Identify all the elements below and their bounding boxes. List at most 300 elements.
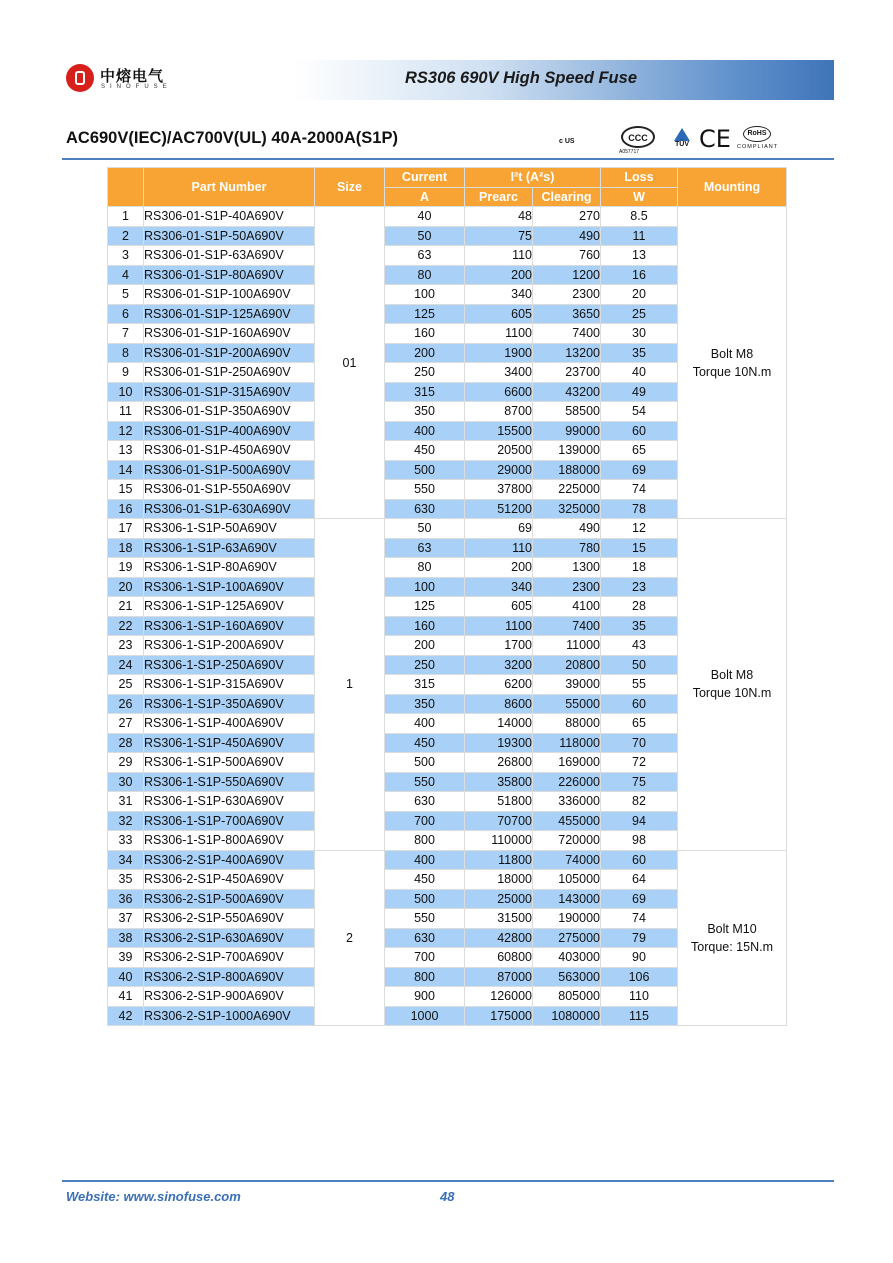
part-number-cell: RS306-2-S1P-500A690V [144, 889, 315, 909]
page-number: 48 [440, 1189, 455, 1204]
current-cell: 50 [385, 226, 465, 246]
ccc-icon: CCC [621, 126, 655, 148]
prearc-cell: 3400 [465, 363, 533, 383]
part-number-cell: RS306-01-S1P-630A690V [144, 499, 315, 519]
row-number: 23 [108, 636, 144, 656]
clearing-cell: 139000 [533, 441, 601, 461]
loss-cell: 40 [601, 363, 678, 383]
prearc-cell: 110 [465, 538, 533, 558]
loss-cell: 60 [601, 421, 678, 441]
bottom-divider [62, 1180, 834, 1182]
mounting-bolt: Bolt M8 [710, 346, 754, 361]
logo-mark-icon [66, 64, 94, 92]
logo-english-name: SINOFUSE [101, 84, 172, 90]
prearc-cell: 75 [465, 226, 533, 246]
part-number-cell: RS306-2-S1P-1000A690V [144, 1006, 315, 1026]
current-cell: 350 [385, 402, 465, 422]
current-cell: 500 [385, 889, 465, 909]
prearc-cell: 8700 [465, 402, 533, 422]
current-cell: 630 [385, 499, 465, 519]
rohs-icon: RoHS [743, 126, 771, 142]
current-cell: 315 [385, 382, 465, 402]
prearc-cell: 20500 [465, 441, 533, 461]
table-row [108, 519, 787, 539]
part-number-cell: RS306-01-S1P-100A690V [144, 285, 315, 305]
loss-cell: 70 [601, 733, 678, 753]
prearc-cell: 37800 [465, 480, 533, 500]
current-cell: 200 [385, 636, 465, 656]
loss-cell: 28 [601, 597, 678, 617]
current-cell: 900 [385, 987, 465, 1007]
part-number-cell: RS306-01-S1P-400A690V [144, 421, 315, 441]
mounting-torque: Torque 10N.m [692, 686, 772, 701]
clearing-cell: 225000 [533, 480, 601, 500]
prearc-cell: 6200 [465, 675, 533, 695]
prearc-cell: 51800 [465, 792, 533, 812]
logo-chinese-name: 中熔电气 [100, 67, 165, 85]
row-number: 18 [108, 538, 144, 558]
clearing-cell: 4100 [533, 597, 601, 617]
loss-cell: 65 [601, 441, 678, 461]
row-number: 11 [108, 402, 144, 422]
current-cell: 250 [385, 363, 465, 383]
prearc-cell: 70700 [465, 811, 533, 831]
current-cell: 315 [385, 675, 465, 695]
header-no [108, 168, 144, 207]
row-number: 16 [108, 499, 144, 519]
footer-website: Website: www.sinofuse.com [66, 1189, 241, 1204]
current-cell: 63 [385, 246, 465, 266]
prearc-cell: 110000 [465, 831, 533, 851]
loss-cell: 60 [601, 694, 678, 714]
loss-cell: 60 [601, 850, 678, 870]
clearing-cell: 325000 [533, 499, 601, 519]
row-number: 27 [108, 714, 144, 734]
clearing-cell: 23700 [533, 363, 601, 383]
loss-cell: 72 [601, 753, 678, 773]
part-number-cell: RS306-1-S1P-700A690V [144, 811, 315, 831]
clearing-cell: 43200 [533, 382, 601, 402]
prearc-cell: 51200 [465, 499, 533, 519]
loss-cell: 106 [601, 967, 678, 987]
loss-cell: 11 [601, 226, 678, 246]
loss-cell: 35 [601, 616, 678, 636]
current-cell: 630 [385, 792, 465, 812]
row-number: 24 [108, 655, 144, 675]
row-number: 12 [108, 421, 144, 441]
row-number: 34 [108, 850, 144, 870]
company-logo [66, 64, 186, 94]
row-number: 42 [108, 1006, 144, 1026]
header-size: Size [315, 168, 385, 207]
current-cell: 400 [385, 421, 465, 441]
current-cell: 700 [385, 811, 465, 831]
part-number-cell: RS306-1-S1P-80A690V [144, 558, 315, 578]
clearing-cell: 805000 [533, 987, 601, 1007]
ce-icon: CE [699, 125, 731, 153]
part-number-cell: RS306-1-S1P-50A690V [144, 519, 315, 539]
prearc-cell: 126000 [465, 987, 533, 1007]
part-number-cell: RS306-01-S1P-160A690V [144, 324, 315, 344]
row-number: 33 [108, 831, 144, 851]
prearc-cell: 14000 [465, 714, 533, 734]
row-number: 37 [108, 909, 144, 929]
clearing-cell: 7400 [533, 324, 601, 344]
clearing-cell: 1300 [533, 558, 601, 578]
prearc-cell: 48 [465, 207, 533, 227]
ul-listed-icon [559, 128, 575, 148]
part-number-cell: RS306-2-S1P-800A690V [144, 967, 315, 987]
header-current-unit: A [385, 187, 465, 207]
row-number: 38 [108, 928, 144, 948]
loss-cell: 110 [601, 987, 678, 1007]
row-number: 3 [108, 246, 144, 266]
row-number: 41 [108, 987, 144, 1007]
top-divider [62, 158, 834, 160]
loss-cell: 8.5 [601, 207, 678, 227]
row-number: 4 [108, 265, 144, 285]
row-number: 6 [108, 304, 144, 324]
row-number: 7 [108, 324, 144, 344]
clearing-cell: 20800 [533, 655, 601, 675]
mounting-cell [678, 207, 787, 519]
clearing-cell: 118000 [533, 733, 601, 753]
loss-cell: 15 [601, 538, 678, 558]
loss-cell: 65 [601, 714, 678, 734]
loss-cell: 90 [601, 948, 678, 968]
clearing-cell: 270 [533, 207, 601, 227]
prearc-cell: 3200 [465, 655, 533, 675]
mounting-torque: Torque: 15N.m [691, 939, 773, 954]
row-number: 15 [108, 480, 144, 500]
current-cell: 125 [385, 597, 465, 617]
fuse-table-body [108, 207, 787, 1026]
part-number-cell: RS306-01-S1P-250A690V [144, 363, 315, 383]
part-number-cell: RS306-1-S1P-630A690V [144, 792, 315, 812]
clearing-cell: 3650 [533, 304, 601, 324]
part-number-cell: RS306-1-S1P-400A690V [144, 714, 315, 734]
loss-cell: 16 [601, 265, 678, 285]
size-cell: 01 [315, 207, 385, 519]
tuv-icon [671, 128, 693, 154]
fuse-spec-table [107, 167, 787, 1026]
loss-cell: 18 [601, 558, 678, 578]
clearing-cell: 39000 [533, 675, 601, 695]
ul-mark-text: c US [559, 138, 575, 145]
row-number: 28 [108, 733, 144, 753]
part-number-cell: RS306-01-S1P-200A690V [144, 343, 315, 363]
prearc-cell: 175000 [465, 1006, 533, 1026]
size-cell: 1 [315, 519, 385, 851]
current-cell: 350 [385, 694, 465, 714]
tuv-label: TÜV [675, 141, 689, 148]
prearc-cell: 11800 [465, 850, 533, 870]
prearc-cell: 605 [465, 597, 533, 617]
header-mounting: Mounting [678, 168, 787, 207]
current-cell: 450 [385, 733, 465, 753]
loss-cell: 115 [601, 1006, 678, 1026]
prearc-cell: 110 [465, 246, 533, 266]
prearc-cell: 200 [465, 265, 533, 285]
prearc-cell: 19300 [465, 733, 533, 753]
part-number-cell: RS306-1-S1P-100A690V [144, 577, 315, 597]
loss-cell: 55 [601, 675, 678, 695]
row-number: 32 [108, 811, 144, 831]
part-number-cell: RS306-1-S1P-200A690V [144, 636, 315, 656]
clearing-cell: 190000 [533, 909, 601, 929]
clearing-cell: 490 [533, 226, 601, 246]
part-number-cell: RS306-1-S1P-450A690V [144, 733, 315, 753]
loss-cell: 12 [601, 519, 678, 539]
clearing-cell: 760 [533, 246, 601, 266]
clearing-cell: 74000 [533, 850, 601, 870]
clearing-cell: 780 [533, 538, 601, 558]
loss-cell: 30 [601, 324, 678, 344]
part-number-cell: RS306-01-S1P-350A690V [144, 402, 315, 422]
clearing-cell: 88000 [533, 714, 601, 734]
prearc-cell: 1700 [465, 636, 533, 656]
current-cell: 500 [385, 753, 465, 773]
part-number-cell: RS306-1-S1P-800A690V [144, 831, 315, 851]
loss-cell: 50 [601, 655, 678, 675]
table-row [108, 207, 787, 227]
current-cell: 125 [385, 304, 465, 324]
mounting-cell [678, 519, 787, 851]
ccc-code: A057717 [619, 149, 640, 155]
clearing-cell: 11000 [533, 636, 601, 656]
clearing-cell: 563000 [533, 967, 601, 987]
part-number-cell: RS306-2-S1P-630A690V [144, 928, 315, 948]
current-cell: 80 [385, 558, 465, 578]
part-number-cell: RS306-1-S1P-550A690V [144, 772, 315, 792]
loss-cell: 79 [601, 928, 678, 948]
prearc-cell: 1100 [465, 324, 533, 344]
current-cell: 200 [385, 343, 465, 363]
row-number: 20 [108, 577, 144, 597]
part-number-cell: RS306-01-S1P-125A690V [144, 304, 315, 324]
clearing-cell: 1080000 [533, 1006, 601, 1026]
row-number: 8 [108, 343, 144, 363]
row-number: 40 [108, 967, 144, 987]
mounting-bolt: Bolt M10 [707, 921, 757, 936]
part-number-cell: RS306-1-S1P-250A690V [144, 655, 315, 675]
prearc-cell: 29000 [465, 460, 533, 480]
current-cell: 1000 [385, 1006, 465, 1026]
prearc-cell: 6600 [465, 382, 533, 402]
row-number: 2 [108, 226, 144, 246]
current-cell: 450 [385, 870, 465, 890]
part-number-cell: RS306-01-S1P-40A690V [144, 207, 315, 227]
current-cell: 630 [385, 928, 465, 948]
loss-cell: 74 [601, 909, 678, 929]
loss-cell: 69 [601, 460, 678, 480]
part-number-cell: RS306-2-S1P-900A690V [144, 987, 315, 1007]
row-number: 10 [108, 382, 144, 402]
prearc-cell: 340 [465, 285, 533, 305]
row-number: 30 [108, 772, 144, 792]
clearing-cell: 169000 [533, 753, 601, 773]
clearing-cell: 226000 [533, 772, 601, 792]
clearing-cell: 7400 [533, 616, 601, 636]
part-number-cell: RS306-01-S1P-500A690V [144, 460, 315, 480]
current-cell: 800 [385, 831, 465, 851]
row-number: 26 [108, 694, 144, 714]
clearing-cell: 490 [533, 519, 601, 539]
part-number-cell: RS306-1-S1P-500A690V [144, 753, 315, 773]
header-i2t: I²t (A²s) [465, 168, 601, 188]
prearc-cell: 18000 [465, 870, 533, 890]
row-number: 31 [108, 792, 144, 812]
header-prearc: Prearc [465, 187, 533, 207]
prearc-cell: 31500 [465, 909, 533, 929]
prearc-cell: 340 [465, 577, 533, 597]
part-number-cell: RS306-01-S1P-450A690V [144, 441, 315, 461]
current-cell: 500 [385, 460, 465, 480]
current-cell: 400 [385, 850, 465, 870]
current-cell: 100 [385, 577, 465, 597]
table-row [108, 850, 787, 870]
clearing-cell: 143000 [533, 889, 601, 909]
row-number: 13 [108, 441, 144, 461]
loss-cell: 74 [601, 480, 678, 500]
row-number: 14 [108, 460, 144, 480]
row-number: 25 [108, 675, 144, 695]
loss-cell: 94 [601, 811, 678, 831]
clearing-cell: 455000 [533, 811, 601, 831]
clearing-cell: 13200 [533, 343, 601, 363]
loss-cell: 43 [601, 636, 678, 656]
loss-cell: 82 [601, 792, 678, 812]
header-part-number: Part Number [144, 168, 315, 207]
row-number: 19 [108, 558, 144, 578]
prearc-cell: 15500 [465, 421, 533, 441]
current-cell: 100 [385, 285, 465, 305]
current-cell: 40 [385, 207, 465, 227]
rohs-compliant-label: COMPLIANT [737, 144, 779, 150]
clearing-cell: 2300 [533, 285, 601, 305]
loss-cell: 13 [601, 246, 678, 266]
row-number: 39 [108, 948, 144, 968]
part-number-cell: RS306-1-S1P-63A690V [144, 538, 315, 558]
prearc-cell: 42800 [465, 928, 533, 948]
prearc-cell: 60800 [465, 948, 533, 968]
clearing-cell: 275000 [533, 928, 601, 948]
loss-cell: 54 [601, 402, 678, 422]
loss-cell: 35 [601, 343, 678, 363]
current-cell: 50 [385, 519, 465, 539]
document-title: RS306 690V High Speed Fuse [404, 69, 637, 87]
loss-cell: 75 [601, 772, 678, 792]
prearc-cell: 26800 [465, 753, 533, 773]
part-number-cell: RS306-01-S1P-80A690V [144, 265, 315, 285]
loss-cell: 78 [601, 499, 678, 519]
clearing-cell: 105000 [533, 870, 601, 890]
loss-cell: 20 [601, 285, 678, 305]
current-cell: 250 [385, 655, 465, 675]
clearing-cell: 403000 [533, 948, 601, 968]
header-loss: Loss [601, 168, 678, 188]
part-number-cell: RS306-2-S1P-550A690V [144, 909, 315, 929]
part-number-cell: RS306-2-S1P-450A690V [144, 870, 315, 890]
current-cell: 160 [385, 324, 465, 344]
loss-cell: 49 [601, 382, 678, 402]
prearc-cell: 8600 [465, 694, 533, 714]
loss-cell: 64 [601, 870, 678, 890]
part-number-cell: RS306-1-S1P-160A690V [144, 616, 315, 636]
part-number-cell: RS306-01-S1P-315A690V [144, 382, 315, 402]
current-cell: 550 [385, 909, 465, 929]
row-number: 36 [108, 889, 144, 909]
current-cell: 80 [385, 265, 465, 285]
size-cell: 2 [315, 850, 385, 1026]
mounting-bolt: Bolt M8 [710, 668, 754, 683]
clearing-cell: 2300 [533, 577, 601, 597]
row-number: 29 [108, 753, 144, 773]
part-number-cell: RS306-1-S1P-125A690V [144, 597, 315, 617]
current-cell: 550 [385, 772, 465, 792]
part-number-cell: RS306-1-S1P-350A690V [144, 694, 315, 714]
current-cell: 160 [385, 616, 465, 636]
prearc-cell: 87000 [465, 967, 533, 987]
clearing-cell: 58500 [533, 402, 601, 422]
row-number: 5 [108, 285, 144, 305]
prearc-cell: 25000 [465, 889, 533, 909]
prearc-cell: 1100 [465, 616, 533, 636]
current-cell: 63 [385, 538, 465, 558]
part-number-cell: RS306-01-S1P-50A690V [144, 226, 315, 246]
loss-cell: 69 [601, 889, 678, 909]
clearing-cell: 99000 [533, 421, 601, 441]
prearc-cell: 35800 [465, 772, 533, 792]
header-loss-unit: W [601, 187, 678, 207]
row-number: 21 [108, 597, 144, 617]
header-clearing: Clearing [533, 187, 601, 207]
prearc-cell: 69 [465, 519, 533, 539]
current-cell: 550 [385, 480, 465, 500]
part-number-cell: RS306-2-S1P-700A690V [144, 948, 315, 968]
part-number-cell: RS306-01-S1P-63A690V [144, 246, 315, 266]
current-cell: 700 [385, 948, 465, 968]
current-cell: 800 [385, 967, 465, 987]
mounting-torque: Torque 10N.m [692, 364, 772, 379]
clearing-cell: 55000 [533, 694, 601, 714]
loss-cell: 23 [601, 577, 678, 597]
row-number: 35 [108, 870, 144, 890]
current-cell: 450 [385, 441, 465, 461]
clearing-cell: 720000 [533, 831, 601, 851]
prearc-cell: 1900 [465, 343, 533, 363]
clearing-cell: 1200 [533, 265, 601, 285]
prearc-cell: 605 [465, 304, 533, 324]
current-cell: 400 [385, 714, 465, 734]
certification-marks [555, 124, 785, 156]
row-number: 17 [108, 519, 144, 539]
section-title: AC690V(IEC)/AC700V(UL) 40A-2000A(S1P) [66, 129, 398, 147]
loss-cell: 98 [601, 831, 678, 851]
row-number: 22 [108, 616, 144, 636]
clearing-cell: 336000 [533, 792, 601, 812]
clearing-cell: 188000 [533, 460, 601, 480]
part-number-cell: RS306-2-S1P-400A690V [144, 850, 315, 870]
header-current: Current [385, 168, 465, 188]
part-number-cell: RS306-01-S1P-550A690V [144, 480, 315, 500]
part-number-cell: RS306-1-S1P-315A690V [144, 675, 315, 695]
prearc-cell: 200 [465, 558, 533, 578]
row-number: 9 [108, 363, 144, 383]
row-number: 1 [108, 207, 144, 227]
loss-cell: 25 [601, 304, 678, 324]
mounting-cell [678, 850, 787, 1026]
